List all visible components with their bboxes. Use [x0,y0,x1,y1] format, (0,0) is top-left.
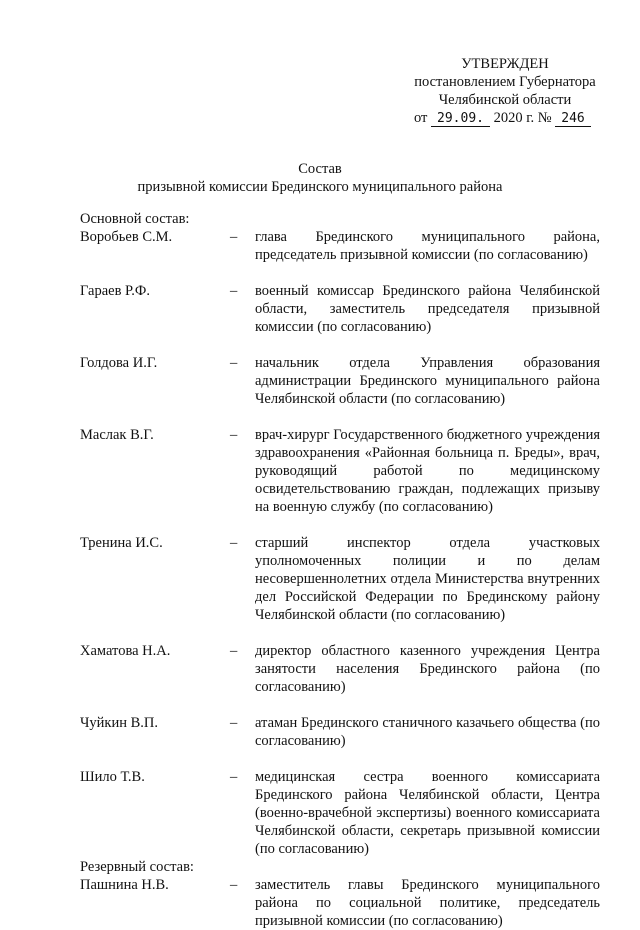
member-row [80,534,600,624]
dash: – [230,427,238,443]
approval-number: 246 [555,111,590,127]
member-row [80,714,600,750]
commission-list [80,210,600,930]
member-name: Шило Т.В. [80,769,145,785]
dash: – [230,229,238,245]
member-row [80,282,600,336]
member-name: Воробьев С.М. [80,229,173,245]
member-role: военный комиссар Брединского района Челябинской области, заместитель председателя призывной комиссии (по согласованию) [255,283,600,335]
dash: – [230,715,238,731]
member-role: заместитель главы Брединского муниципального района по социальной политике, председатель призывной комиссии (по согласованию) [255,877,600,929]
approval-heading: УТВЕРЖДЕН [461,56,549,72]
member-role: медицинская сестра военного комиссариата Брединского района Челябинской области, Центра (военно-врачебной экспертизы) военного комиссариата Челябинской области, секретарь призывной комиссии (по согласованию) [255,769,600,857]
member-role: начальник отдела Управления образования администрации Брединского муниципального района Челябинской области (по согласованию) [255,355,600,407]
member-row [80,354,600,408]
member-row [80,876,600,930]
approval-prefix: от [414,110,428,126]
member-name: Маслак В.Г. [80,427,154,443]
approval-date-line [400,109,610,128]
approval-date: 29.09. [431,111,490,127]
reserve-section-label: Резервный состав: [80,859,194,875]
member-name: Голдова И.Г. [80,355,158,371]
member-name: Чуйкин В.П. [80,715,159,731]
dash: – [230,283,238,299]
approval-stamp [400,55,610,128]
member-name: Пашнина Н.В. [80,877,169,893]
member-row [80,426,600,516]
member-row [80,228,600,264]
member-row [80,642,600,696]
approval-year: 2020 г. № [493,110,552,126]
main-section-label: Основной состав: [80,211,190,227]
dash: – [230,355,238,371]
approval-line-2: постановлением Губернатора [414,74,596,90]
member-row [80,768,600,858]
approval-line-3: Челябинской области [438,92,572,108]
member-name: Гараев Р.Ф. [80,283,151,299]
dash: – [230,769,238,785]
member-name: Хаматова Н.А. [80,643,171,659]
member-role: врач-хирург Государственного бюджетного учреждения здравоохранения «Районная больница п. Бреды», врач, руководящий работой по медицинскому освидетельствованию граждан, подлежащих призыву на военную службу (по согласованию) [255,427,600,515]
member-role: атаман Брединского станичного казачьего общества (по согласованию) [255,715,600,749]
document-title [0,160,640,196]
dash: – [230,877,238,893]
dash: – [230,535,238,551]
title-line-2: призывной комиссии Брединского муниципального района [137,179,503,195]
member-role: старший инспектор отдела участковых уполномоченных полиции и по делам несовершеннолетних отдела Министерства внутренних дел Российской Федерации по Брединскому району Челябинской области (по согласованию) [255,535,600,623]
member-role: глава Брединского муниципального района, председатель призывной комиссии (по согласованию) [255,229,600,263]
member-role: директор областного казенного учреждения Центра занятости населения Брединского района (по согласованию) [255,643,600,695]
dash: – [230,643,238,659]
title-line-1: Состав [298,161,342,177]
member-name: Тренина И.С. [80,535,163,551]
